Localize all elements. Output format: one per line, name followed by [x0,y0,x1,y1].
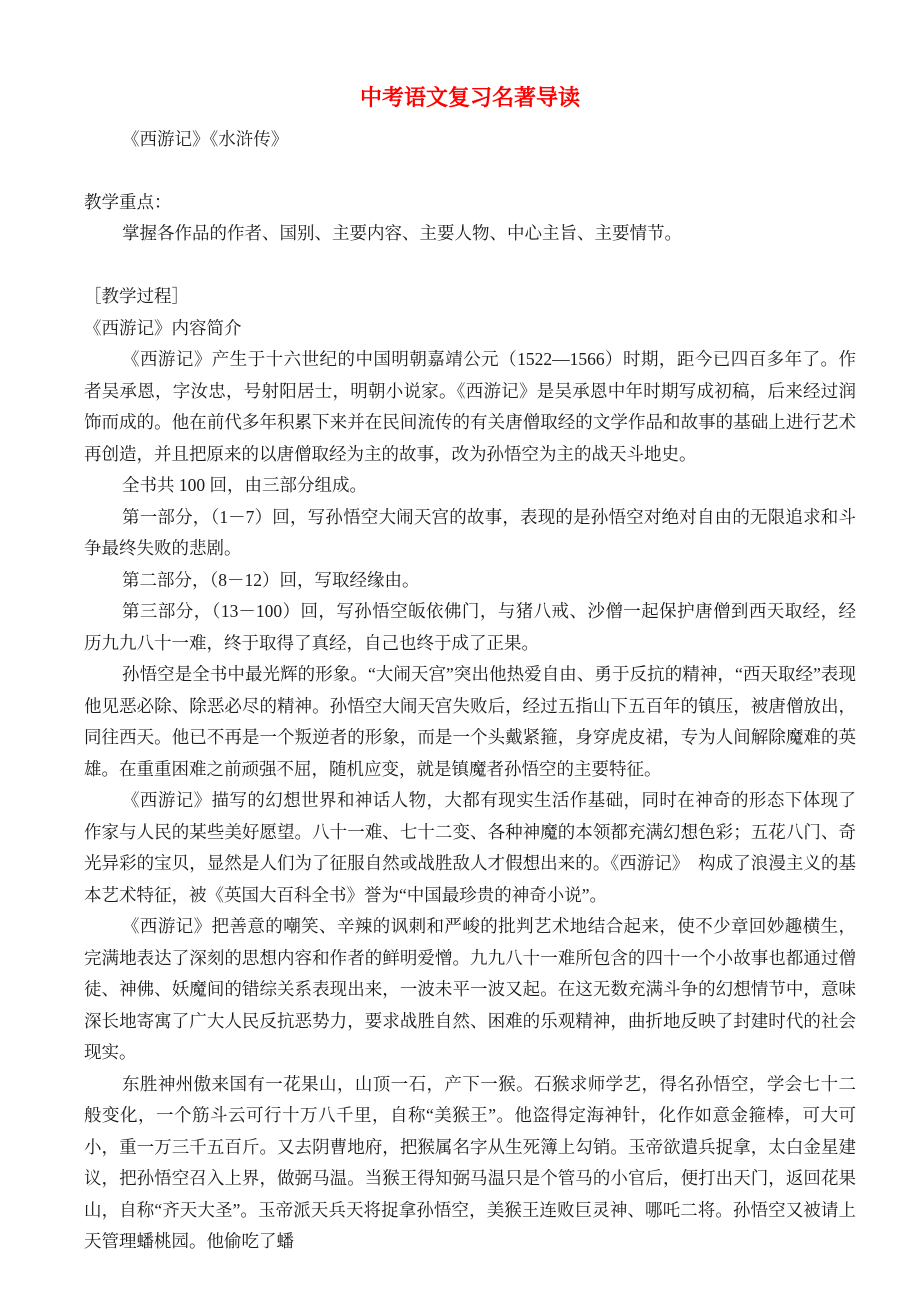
paragraph-part1: 第一部分，（1－7）回，写孙悟空大闹天宫的故事，表现的是孙悟空对绝对自由的无限追求和斗争最终失败的悲剧。 [84,506,856,558]
works-list: 《西游记》《水浒传》 [122,128,289,149]
xiyouji-intro-heading: 《西游记》内容简介 [84,317,242,338]
paragraph-part3: 第三部分，（13－100）回，写孙悟空皈依佛门，与猪八戒、沙僧一起保护唐僧到西天取经，经历九九八十一难，终于取得了真经，自己也终于成了正果。 [84,601,856,653]
paragraph-artistic-style: 《西游记》把善意的嘲笑、辛辣的讽刺和严峻的批判艺术地结合起来，使不少章回妙趣横生，完满地表达了深刻的思想内容和作者的鲜明爱憎。九九八十一难所包含的四十一个小故事也都通过僧徒、神佛、妖魔间的错综关系表现出来，一波未平一波又起。在这无数充满斗争的幻想情节中，意味深长地寄寓了广大人民反抗恶势力，要求战胜自然、困难的乐观精神，曲折地反映了封建时代的社会现实。 [84,916,856,1062]
paragraph-fantasy-world: 《西游记》描写的幻想世界和神话人物，大都有现实生活作基础，同时在神奇的形态下体现了作家与人民的某些美好愿望。八十一难、七十二变、各种神魔的本领都充满幻想色彩；五花八门、奇光异彩的宝贝，显然是人们为了征服自然或战胜敌人才假想出来的。《西游记》 构成了浪漫主义的基本艺术特征，被《英国大百科全书》誉为“中国最珍贵的神奇小说”。 [84,790,856,905]
page-title: 中考语文复习名著导读 [359,85,580,110]
teaching-focus-heading: 教学重点： [84,191,172,212]
paragraph-story-summary: 东胜神州傲来国有一花果山，山顶一石，产下一猴。石猴求师学艺，得名孙悟空，学会七十二般变化，一个筋斗云可行十万八千里，自称“美猴王”。他盗得定海神针，化作如意金箍棒，可大可小，重一万三千五百斤。又去阴曹地府，把猴属名字从生死簿上勾销。玉帝欲遣兵捉拿，太白金星建议，把孙悟空召入上界，做弼马温。当猴王得知弼马温只是个管马的小官后，便打出天门，返回花果山，自称“齐天大圣”。玉帝派天兵天将捉拿孙悟空，美猴王连败巨灵神、哪吒二将。孙悟空又被请上天管理蟠桃园。他偷吃了蟠 [84,1073,856,1251]
paragraph-structure: 全书共 100 回，由三部分组成。 [122,475,367,495]
paragraph-part2: 第二部分，（8－12）回，写取经缘由。 [122,569,420,590]
teaching-process-heading: ［教学过程］ [84,286,189,306]
paragraph-origin: 《西游记》产生于十六世纪的中国明朝嘉靖公元（1522—1566）时期，距今已四百多年了。作者吴承恩，字汝忠，号射阳居士，明朝小说家。《西游记》是吴承恩中年时期写成初稿，后来经过润饰而成的。他在前代多年积累下来并在民间流传的有关唐僧取经的文学作品和故事的基础上进行艺术再创造，并且把原来的以唐僧取经为主的故事，改为孙悟空为主的战天斗地史。 [84,349,856,464]
teaching-focus-text: 掌握各作品的作者、国别、主要内容、主要人物、中心主旨、主要情节。 [122,223,682,243]
paragraph-sunwukong-image: 孙悟空是全书中最光辉的形象。“大闹天宫”突出他热爱自由、勇于反抗的精神，“西天取经”表现他见恶必除、除恶必尽的精神。孙悟空大闹天宫失败后，经过五指山下五百年的镇压，被唐僧放出，同往西天。他已不再是一个叛逆者的形象，而是一个头戴紧箍，身穿虎皮裙，专为人间解除魔难的英雄。在重重困难之前顽强不屈，随机应变，就是镇魔者孙悟空的主要特征。 [84,664,856,779]
